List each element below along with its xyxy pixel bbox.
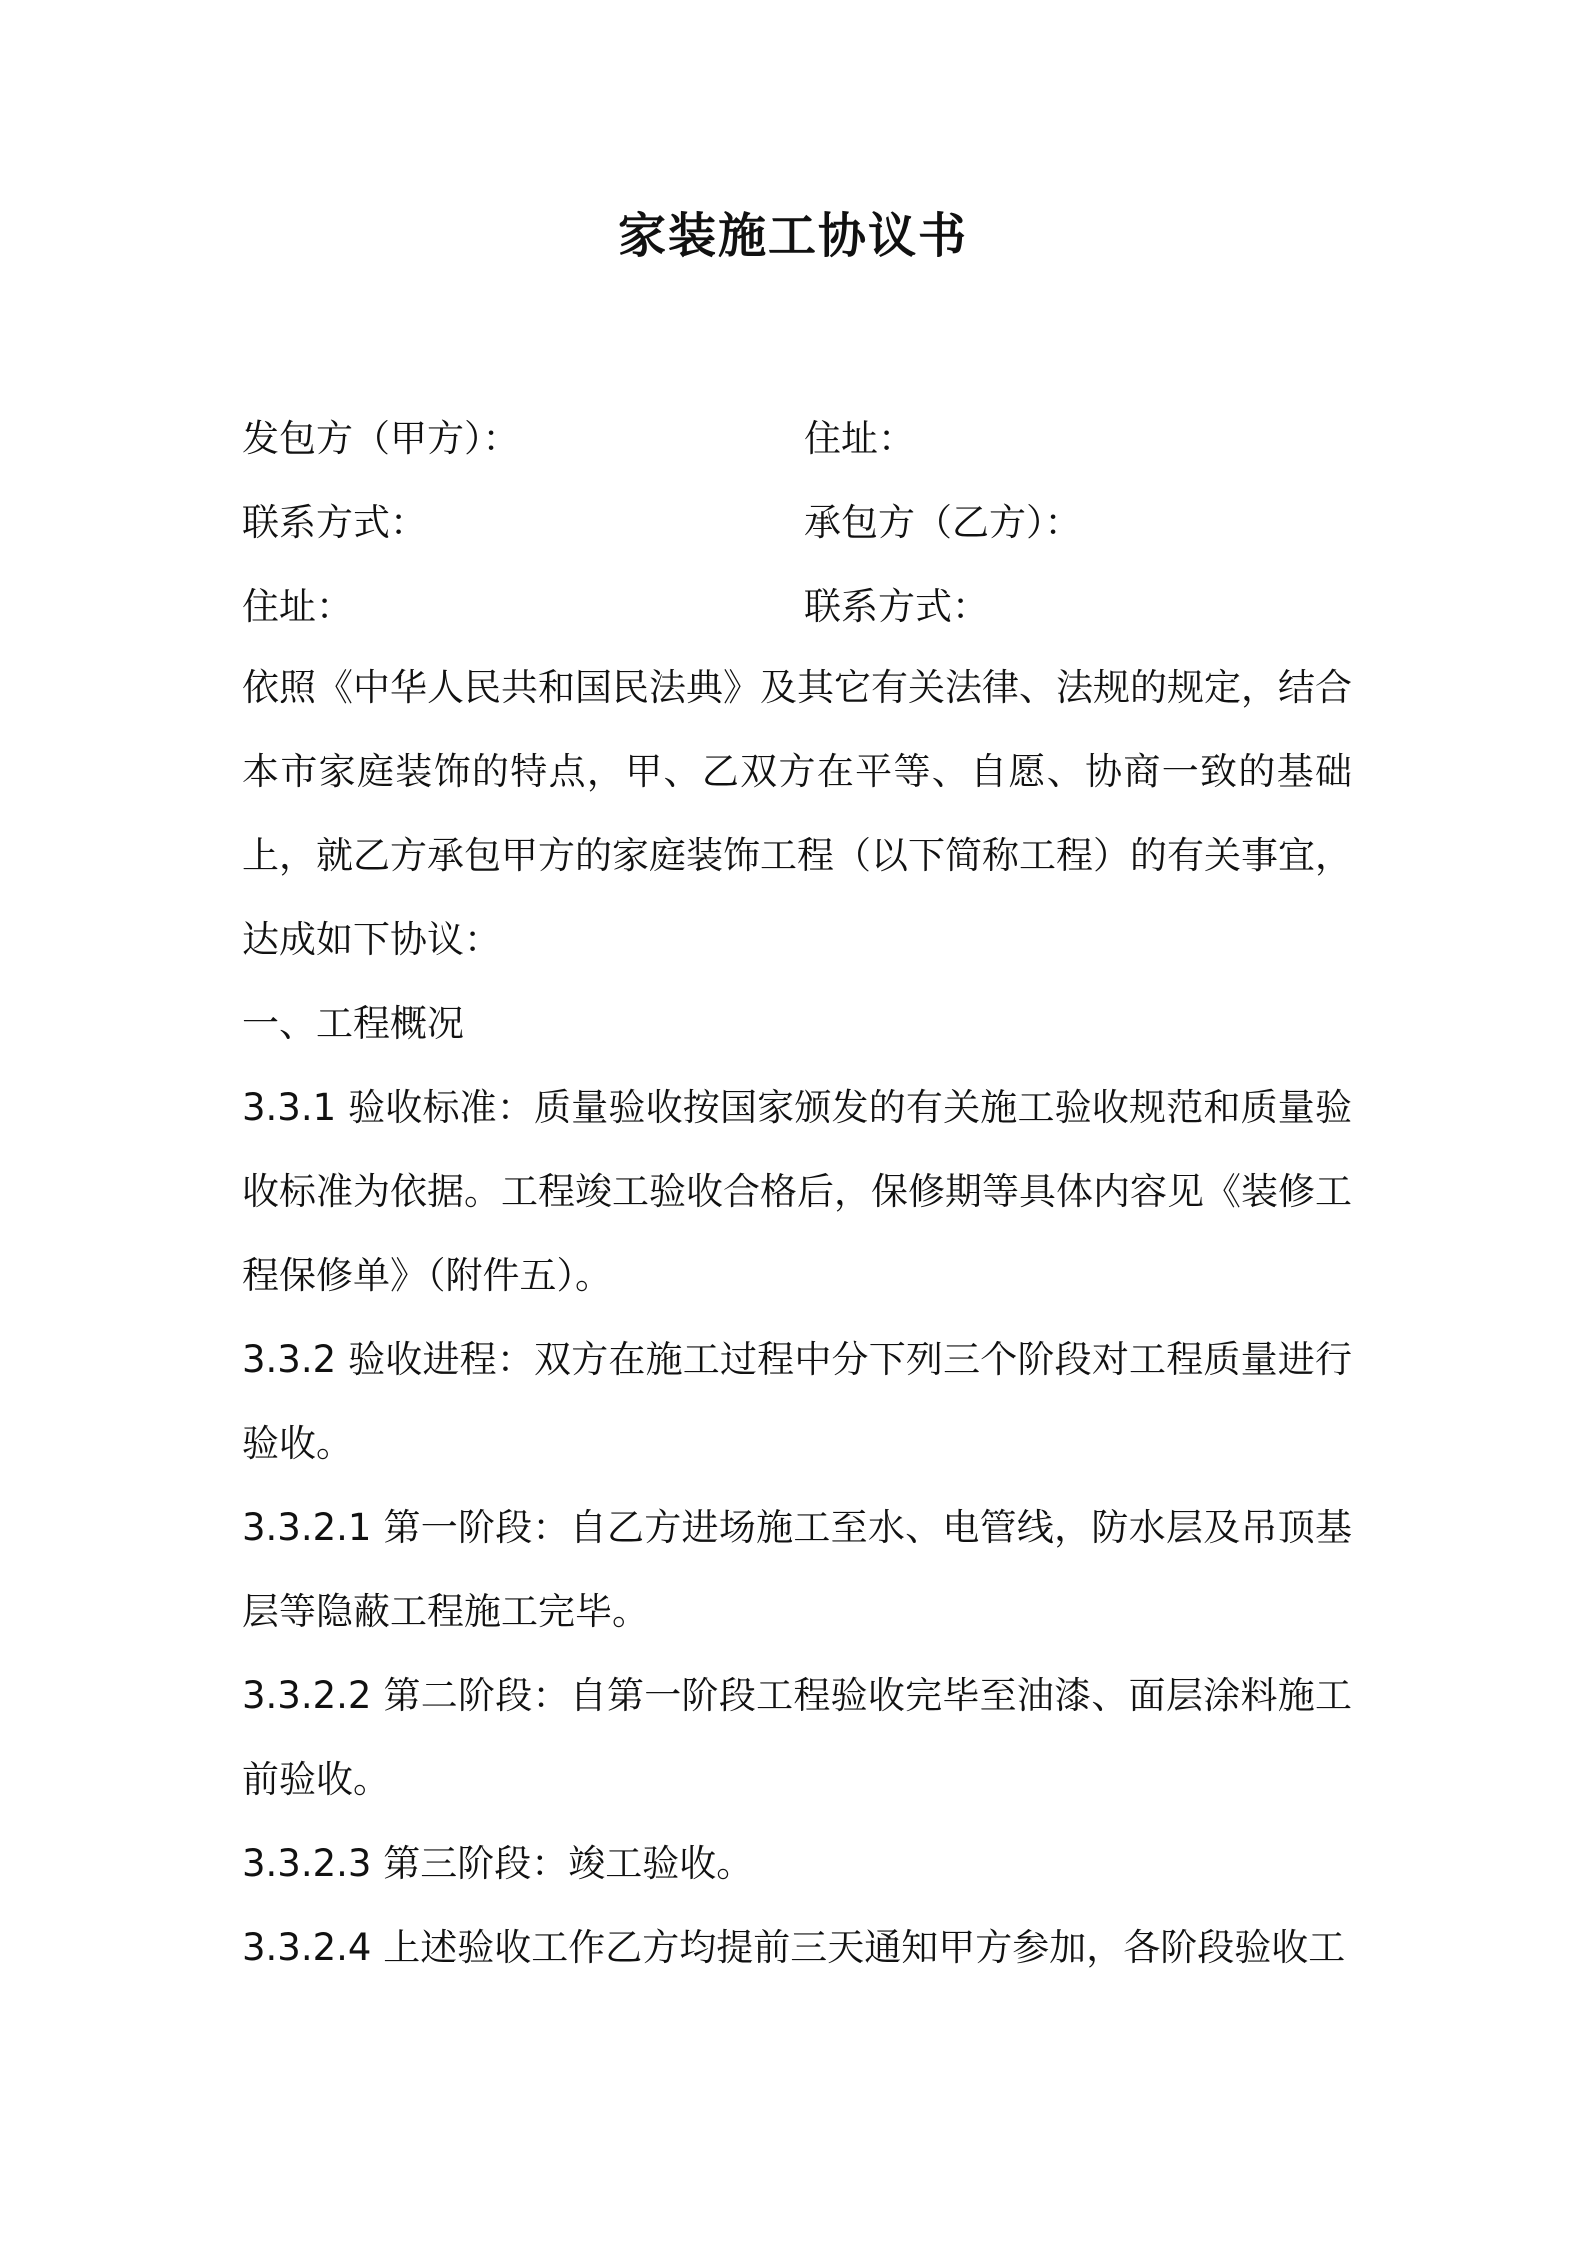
party-b-address-label: 住址： [242,585,353,628]
clause-3-3-2-4: 3.3.2.4 上述验收工作乙方均提前三天通知甲方参加，各阶段验收工 [242,1926,1346,1969]
clause-3-3-1: 3.3.1 验收标准：质量验收按国家颁发的有关施工验收规范和质量验收标准为依据。工程竣工验收合格后，保修期等具体内容见《装修工程保修单》（附件五）。 [242,1086,1352,1297]
party-a-contact-label: 联系方式： [242,501,427,544]
clause-3-3-2-1: 3.3.2.1 第一阶段：自乙方进场施工至水、电管线，防水层及吊顶基层等隐蔽工程施工完毕。 [242,1506,1352,1633]
party-b-label: 承包方（乙方）： [804,501,1082,544]
document-title: 家装施工协议书 [617,208,968,264]
party-a-address-label: 住址： [804,417,915,460]
clause-3-3-2-2: 3.3.2.2 第二阶段：自第一阶段工程验收完毕至油漆、面层涂料施工前验收。 [242,1674,1352,1801]
clause-3-3-2: 3.3.2 验收进程：双方在施工过程中分下列三个阶段对工程质量进行验收。 [242,1338,1352,1465]
party-a-label: 发包方（甲方）： [242,417,520,460]
intro-paragraph: 依照《中华人民共和国民法典》及其它有关法律、法规的规定，结合本市家庭装饰的特点，甲、乙双方在平等、自愿、协商一致的基础上，就乙方承包甲方的家庭装饰工程（以下简称工程）的有关事宜，达成如下协议： [242,666,1352,961]
clause-3-3-2-3: 3.3.2.3 第三阶段：竣工验收。 [242,1842,754,1885]
section-heading: 一、工程概况 [242,1002,464,1045]
party-b-contact-label: 联系方式： [804,585,989,628]
